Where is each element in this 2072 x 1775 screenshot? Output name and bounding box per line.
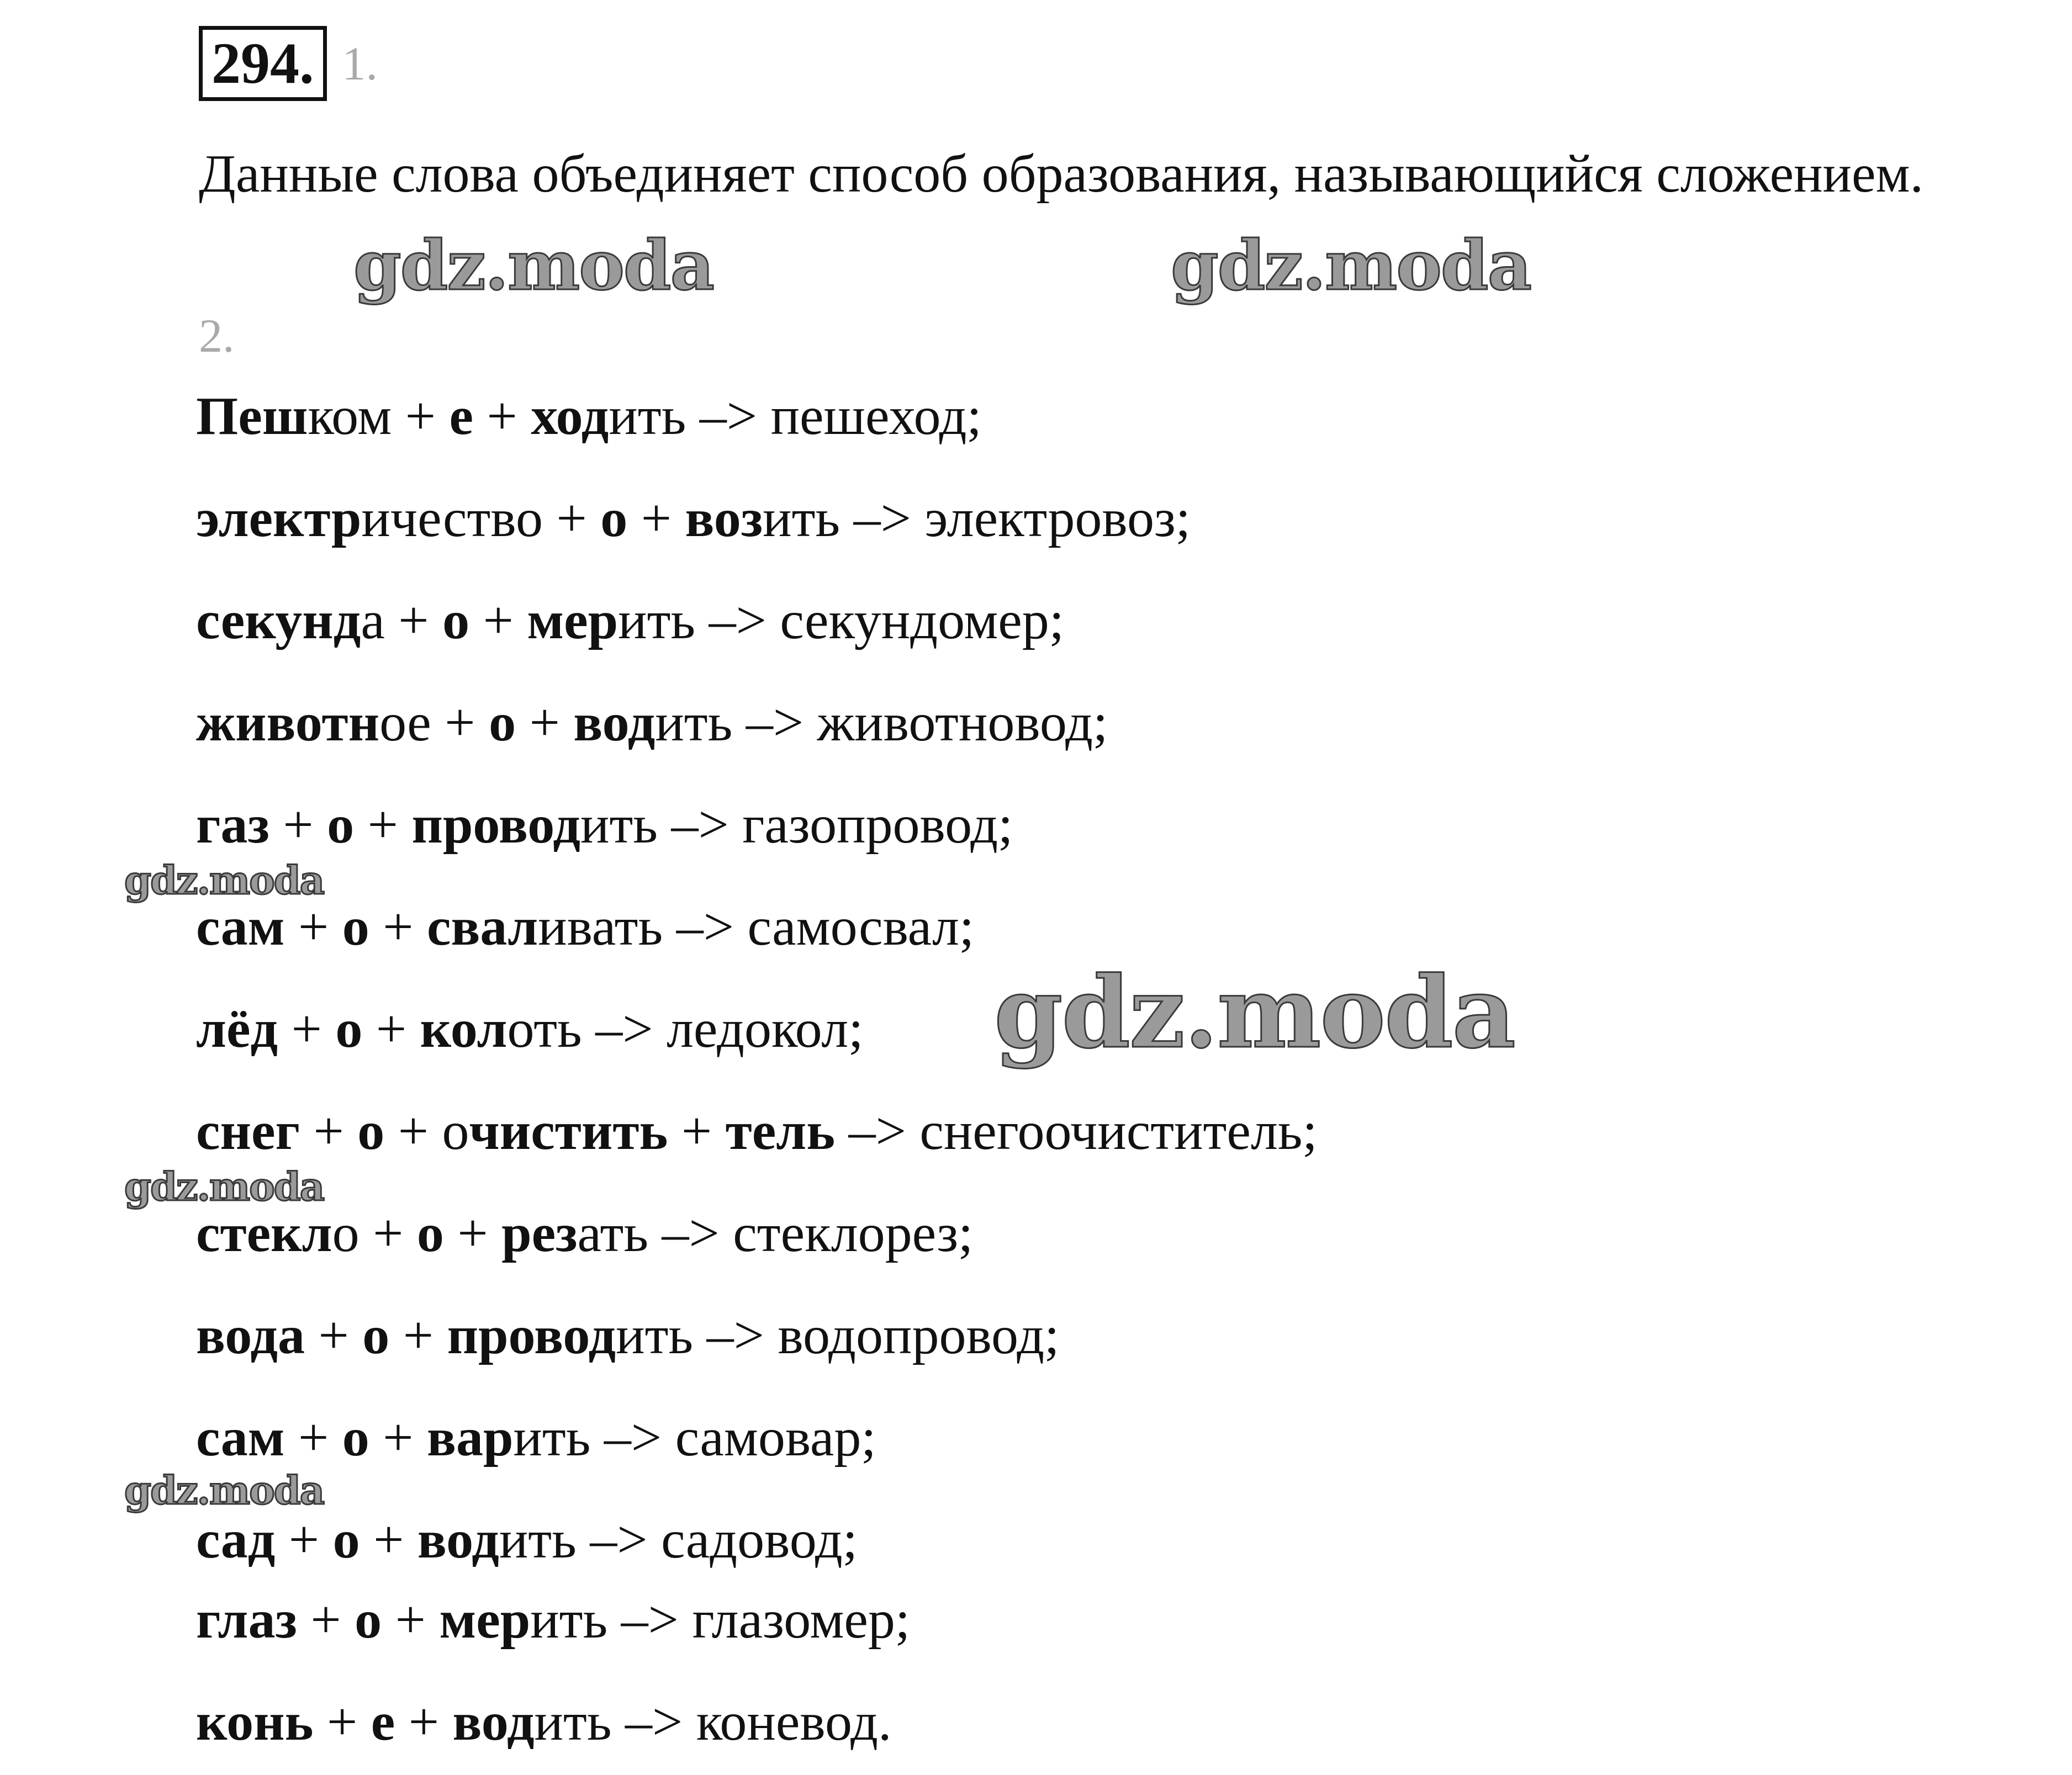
formation-line [196, 999, 864, 1059]
morpheme-bold: о [355, 1590, 382, 1650]
morpheme-bold: ход [531, 386, 609, 446]
morpheme-bold: мер [439, 1590, 531, 1650]
morpheme-bold: о [362, 1306, 390, 1365]
morpheme-bold: животн [196, 693, 380, 753]
morpheme-bold: провод [447, 1306, 616, 1365]
text-segment: оть –> ледокол; [507, 999, 864, 1059]
watermark: gdz.moda [1171, 226, 1531, 306]
text-segment: + [369, 1408, 427, 1467]
text-segment: ить –> коневод. [534, 1692, 892, 1752]
text-segment: + [313, 1692, 371, 1752]
watermark: gdz.moda [994, 955, 1515, 1070]
text-segment: + [389, 1306, 447, 1365]
formation-line [196, 591, 1064, 650]
text-segment: ком + [308, 386, 450, 446]
morpheme-bold: о [327, 795, 355, 855]
text-segment: + [275, 1510, 333, 1570]
morpheme-bold: о [332, 1510, 360, 1570]
answer-paragraph: Данные слова объединяет способ образования, называющийся сложением. [199, 144, 1923, 204]
morpheme-bold: о [489, 693, 516, 753]
watermark: gdz.moda [124, 857, 324, 903]
morpheme-bold: свал [427, 897, 538, 957]
morpheme-bold: сам [196, 897, 285, 957]
formation-line [196, 1204, 974, 1263]
text-segment: + [382, 1590, 440, 1650]
morpheme-bold: электр [196, 489, 362, 548]
text-segment: о + [332, 1204, 417, 1263]
text-segment: + [627, 489, 685, 548]
text-segment: ать –> стеклорез; [577, 1204, 974, 1263]
morpheme-bold: о [416, 1204, 444, 1263]
text-segment: ить –> самовар; [513, 1408, 876, 1467]
exercise-number: 294. [199, 26, 327, 101]
morpheme-bold: тель [725, 1101, 836, 1161]
text-segment: + [354, 795, 412, 855]
text-segment: + [443, 1204, 502, 1263]
text-segment: + [278, 999, 336, 1059]
text-segment: ить –> животновод; [655, 693, 1108, 753]
formation-line [196, 489, 1191, 548]
formation-line [196, 897, 975, 957]
text-segment: + [299, 1101, 358, 1161]
morpheme-bold: газ [196, 795, 269, 855]
part-2-label: 2. [199, 309, 235, 362]
text-segment: + о [384, 1101, 469, 1161]
text-segment: ить –> садовод; [499, 1510, 858, 1570]
exercise-header [199, 25, 378, 102]
morpheme-bold: вод [417, 1510, 499, 1570]
text-segment: ить –> секундомер; [618, 591, 1064, 650]
watermark: gdz.moda [124, 1467, 324, 1513]
watermark: gdz.moda [353, 226, 713, 306]
formation-line [196, 795, 1013, 855]
text-segment: –> снегоочиститель; [835, 1101, 1318, 1161]
morpheme-bold: о [342, 897, 369, 957]
formation-line [196, 1101, 1318, 1161]
text-segment: + [297, 1590, 355, 1650]
morpheme-bold: о [335, 999, 363, 1059]
morpheme-bold: о [357, 1101, 385, 1161]
text-segment: + [469, 591, 527, 650]
text-segment: + [516, 693, 574, 753]
morpheme-bold: чистить [469, 1101, 668, 1161]
morpheme-bold: секунд [196, 591, 361, 650]
text-segment: ое + [379, 693, 489, 753]
text-segment: + [668, 1101, 726, 1161]
morpheme-bold: о [442, 591, 470, 650]
text-segment: ить –> электровоз; [763, 489, 1191, 548]
text-segment: + [269, 795, 327, 855]
text-segment: + [305, 1306, 363, 1365]
morpheme-bold: о [600, 489, 628, 548]
morpheme-bold: о [342, 1408, 369, 1467]
text-segment: ичество + [361, 489, 601, 548]
morpheme-bold: Пеш [196, 386, 308, 446]
morpheme-bold: вод [573, 693, 656, 753]
morpheme-bold: вод [452, 1692, 535, 1752]
morpheme-bold: конь [196, 1692, 314, 1752]
morpheme-bold: е [449, 386, 474, 446]
formation-line [196, 1510, 858, 1570]
text-segment: + [284, 1408, 342, 1467]
text-segment: + [362, 999, 420, 1059]
text-segment: ивать –> самосвал; [538, 897, 975, 957]
morpheme-bold: снег [196, 1101, 300, 1161]
formation-line [196, 1408, 876, 1467]
morpheme-bold: стекл [196, 1204, 332, 1263]
formation-line [196, 1692, 892, 1752]
formation-line [196, 1590, 911, 1650]
watermark: gdz.moda [124, 1164, 324, 1210]
morpheme-bold: е [371, 1692, 395, 1752]
morpheme-bold: кол [420, 999, 508, 1059]
morpheme-bold: лёд [196, 999, 278, 1059]
formation-line [196, 1308, 1059, 1363]
text-segment: ить –> глазомер; [530, 1590, 911, 1650]
text-segment: + [369, 897, 427, 957]
part-1-label: 1. [342, 37, 378, 90]
text-segment: ить –> пешеход; [609, 386, 982, 446]
text-segment: + [284, 897, 342, 957]
morpheme-bold: рез [501, 1204, 578, 1263]
morpheme-bold: вода [196, 1306, 305, 1365]
formation-line [196, 386, 982, 446]
text-segment: ить –> водопровод; [616, 1306, 1060, 1365]
morpheme-bold: воз [685, 489, 763, 548]
text-segment: + [395, 1692, 453, 1752]
morpheme-bold: провод [411, 795, 580, 855]
morpheme-bold: глаз [196, 1590, 297, 1650]
text-segment: а + [361, 591, 443, 650]
text-segment: + [473, 386, 531, 446]
text-segment: ить –> газопровод; [580, 795, 1013, 855]
morpheme-bold: сад [196, 1510, 276, 1570]
text-segment: + [360, 1510, 417, 1570]
morpheme-bold: вар [427, 1408, 514, 1467]
morpheme-bold: сам [196, 1408, 285, 1467]
morpheme-bold: мер [527, 591, 619, 650]
formation-line [196, 693, 1108, 753]
